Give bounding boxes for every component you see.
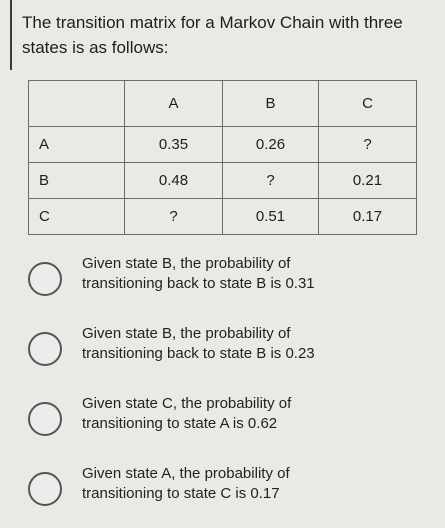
radio-button[interactable]	[28, 262, 62, 296]
radio-button[interactable]	[28, 332, 62, 366]
table-cell: 0.26	[223, 127, 319, 163]
answer-option-2[interactable]	[28, 318, 428, 384]
row-label-c: C	[29, 199, 125, 235]
answer-option-1[interactable]	[28, 248, 428, 314]
answer-option-label: Given state B, the probability of transitioning back to state B is 0.23	[82, 325, 315, 362]
header-cell-corner	[29, 81, 125, 127]
answer-option-label: Given state A, the probability of transitioning to state C is 0.17	[82, 465, 290, 502]
table-cell: 0.35	[125, 127, 223, 163]
answer-option-label: Given state B, the probability of transitioning back to state B is 0.31	[82, 255, 315, 292]
answer-option-3[interactable]	[28, 388, 428, 454]
table-header-row	[29, 81, 417, 127]
header-cell-b: B	[223, 81, 319, 127]
table-cell: 0.21	[319, 163, 417, 199]
table-cell: 0.51	[223, 199, 319, 235]
left-margin-rule	[10, 0, 12, 70]
table-row	[29, 199, 417, 235]
transition-matrix-table	[28, 80, 417, 235]
table-cell: ?	[319, 127, 417, 163]
row-label-b: B	[29, 163, 125, 199]
table-row	[29, 163, 417, 199]
header-cell-a: A	[125, 81, 223, 127]
answer-option-4[interactable]	[28, 458, 428, 524]
radio-button[interactable]	[28, 402, 62, 436]
table-cell: ?	[223, 163, 319, 199]
table-cell: 0.17	[319, 199, 417, 235]
header-cell-c: C	[319, 81, 417, 127]
answer-option-label: Given state C, the probability of transitioning to state A is 0.62	[82, 395, 292, 432]
table-cell: ?	[125, 199, 223, 235]
question-text: The transition matrix for a Markov Chain with three states is as follows:	[22, 13, 403, 57]
table-row	[29, 127, 417, 163]
answer-options	[28, 248, 428, 528]
table-cell: 0.48	[125, 163, 223, 199]
radio-button[interactable]	[28, 472, 62, 506]
row-label-a: A	[29, 127, 125, 163]
